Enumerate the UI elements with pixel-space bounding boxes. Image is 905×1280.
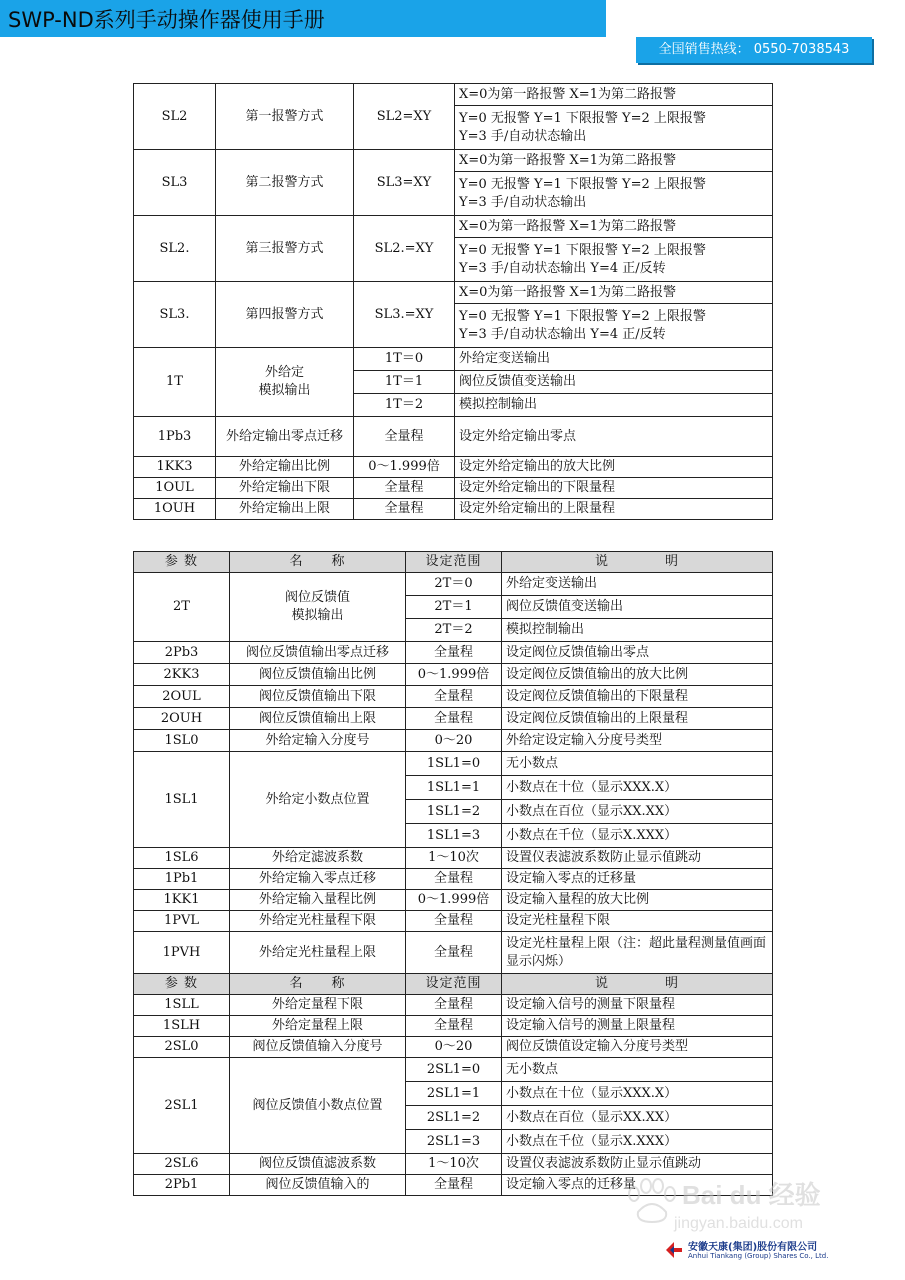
table-row: [134, 499, 773, 520]
param-desc-line: Y=3 手/自动状态输出 Y=4 正/反转: [459, 260, 666, 276]
param-range: 全量程: [406, 911, 502, 932]
table-row: [134, 552, 773, 573]
table-row: [134, 84, 773, 106]
column-header-range: 设定范围: [406, 974, 502, 995]
param-desc: [455, 106, 773, 150]
param-range: 全量程: [354, 417, 455, 457]
param-range: SL2.=XY: [354, 216, 455, 282]
column-header-code: 参 数: [134, 974, 230, 995]
param-code: SL3.: [134, 282, 216, 348]
param-desc: 外给定设定输入分度号类型: [502, 730, 773, 752]
param-name: 阀位反馈值输入分度号: [230, 1037, 406, 1058]
param-range: 2SL1=3: [406, 1130, 502, 1154]
param-code: 2Pb3: [134, 642, 230, 664]
column-header-name: 名 称: [230, 552, 406, 573]
param-desc: 阀位反馈值变送输出: [502, 596, 773, 619]
param-desc: 设定输入信号的测量下限量程: [502, 995, 773, 1016]
param-name: 阀位反馈值小数点位置: [230, 1058, 406, 1154]
baidu-watermark: [612, 1172, 852, 1232]
param-range: 2SL1=1: [406, 1082, 502, 1106]
column-header-range: 设定范围: [406, 552, 502, 573]
param-desc: [455, 238, 773, 282]
param-range: 2SL1=0: [406, 1058, 502, 1082]
param-desc: 设定外给定输出的下限量程: [455, 478, 773, 499]
param-range: 全量程: [406, 708, 502, 730]
param-range: 0～20: [406, 730, 502, 752]
param-code: 2OUH: [134, 708, 230, 730]
param-desc: 无小数点: [502, 752, 773, 776]
param-name: 外给定输入量程比例: [230, 890, 406, 911]
param-desc: 小数点在百位（显示XX.XX）: [502, 1106, 773, 1130]
table-row: [134, 1037, 773, 1058]
table-row: [134, 1058, 773, 1082]
param-range: 2T＝1: [406, 596, 502, 619]
param-code: 2KK3: [134, 664, 230, 686]
param-code: 2SL0: [134, 1037, 230, 1058]
param-desc: 小数点在十位（显示XXX.X）: [502, 776, 773, 800]
param-range: SL2=XY: [354, 84, 455, 150]
param-range: SL3.=XY: [354, 282, 455, 348]
param-desc-line: Y=3 手/自动状态输出: [459, 128, 587, 144]
param-desc: [455, 172, 773, 216]
table-row: [134, 752, 773, 776]
company-logo-icon: [664, 1240, 684, 1260]
param-name: 阀位反馈值输出下限: [230, 686, 406, 708]
company-name-en: Anhui Tiankang (Group) Shares Co., Ltd.: [688, 1252, 829, 1260]
param-code: 2SL1: [134, 1058, 230, 1154]
parameter-table-2: [133, 551, 773, 1196]
param-name: 外给定光柱量程下限: [230, 911, 406, 932]
param-code: 1PVL: [134, 911, 230, 932]
param-name: 外给定量程下限: [230, 995, 406, 1016]
param-code: 2Pb1: [134, 1175, 230, 1196]
param-desc: 外给定变送输出: [502, 573, 773, 596]
param-name: 外给定小数点位置: [230, 752, 406, 848]
param-range: 2SL1=2: [406, 1106, 502, 1130]
param-code: 1T: [134, 348, 216, 417]
table-row: [134, 478, 773, 499]
param-range: 1SL1=3: [406, 824, 502, 848]
param-name: 第二报警方式: [216, 150, 354, 216]
param-desc: 外给定变送输出: [455, 348, 773, 371]
param-range: 1～10次: [406, 1154, 502, 1175]
table-row: [134, 664, 773, 686]
param-range: 全量程: [406, 932, 502, 974]
param-desc: 设定外给定输出零点: [455, 417, 773, 457]
table-row: [134, 848, 773, 869]
param-range: 1SL1=0: [406, 752, 502, 776]
param-code: 1SL0: [134, 730, 230, 752]
param-name: 第一报警方式: [216, 84, 354, 150]
param-code: 1SL6: [134, 848, 230, 869]
param-desc: 小数点在千位（显示X.XXX）: [502, 1130, 773, 1154]
sales-hotline: 全国销售热线： 0550-7038543: [636, 37, 872, 63]
table-row: [134, 642, 773, 664]
param-code: 1OUH: [134, 499, 216, 520]
param-name: 外给定光柱量程上限: [230, 932, 406, 974]
column-header-desc: 说 明: [502, 552, 773, 573]
param-range: 全量程: [406, 1175, 502, 1196]
param-desc: X=0为第一路报警 X=1为第二路报警: [455, 216, 773, 238]
param-range: 全量程: [406, 1016, 502, 1037]
param-desc-line: Y=3 手/自动状态输出 Y=4 正/反转: [459, 326, 666, 342]
param-code: 1KK3: [134, 457, 216, 478]
param-desc: 小数点在百位（显示XX.XX）: [502, 800, 773, 824]
param-desc: 设定阀位反馈值输出的放大比例: [502, 664, 773, 686]
param-range: 全量程: [354, 478, 455, 499]
param-desc: 设置仪表滤波系数防止显示值跳动: [502, 848, 773, 869]
param-name: 外给定输出下限: [216, 478, 354, 499]
param-range: 2T＝2: [406, 619, 502, 642]
param-desc: X=0为第一路报警 X=1为第二路报警: [455, 282, 773, 304]
param-code: 1Pb3: [134, 417, 216, 457]
table-row: [134, 708, 773, 730]
param-name: 外给定滤波系数: [230, 848, 406, 869]
param-name: 外给定输出比例: [216, 457, 354, 478]
table-row: [134, 417, 773, 457]
param-range: 全量程: [354, 499, 455, 520]
param-desc-line: Y=3 手/自动状态输出: [459, 194, 587, 210]
param-desc: 设定输入量程的放大比例: [502, 890, 773, 911]
param-name: 外给定输出上限: [216, 499, 354, 520]
table-row: [134, 216, 773, 238]
table-row: [134, 890, 773, 911]
watermark-brand: Bai du 经验: [682, 1180, 821, 1210]
param-code: 1PVH: [134, 932, 230, 974]
param-name: 第三报警方式: [216, 216, 354, 282]
table-row: [134, 686, 773, 708]
table-row: [134, 573, 773, 596]
header-bar: [0, 0, 606, 37]
param-range: 全量程: [406, 869, 502, 890]
param-desc: 设定光柱量程上限（注：超此量程测量值画面显示闪烁）: [502, 932, 773, 974]
param-range: 1SL1=2: [406, 800, 502, 824]
param-name: 阀位反馈值输出比例: [230, 664, 406, 686]
param-name: 阀位反馈值 模拟输出: [230, 573, 406, 642]
document-title: SWP-ND系列手动操作器使用手册: [8, 8, 325, 32]
param-code: 1SLH: [134, 1016, 230, 1037]
table-row: [134, 974, 773, 995]
table-row: [134, 150, 773, 172]
param-desc: 设置仪表滤波系数防止显示值跳动: [502, 1154, 773, 1175]
param-range: 全量程: [406, 686, 502, 708]
param-desc-line: Y=0 无报警 Y=1 下限报警 Y=2 上限报警: [459, 308, 706, 324]
param-code: 2T: [134, 573, 230, 642]
param-range: 1T＝2: [354, 394, 455, 417]
param-name: 外给定输出零点迁移: [216, 417, 354, 457]
param-range: 1SL1=1: [406, 776, 502, 800]
param-name: 外给定量程上限: [230, 1016, 406, 1037]
param-desc: 阀位反馈值设定输入分度号类型: [502, 1037, 773, 1058]
param-code: 1OUL: [134, 478, 216, 499]
param-range: 0～1.999倍: [354, 457, 455, 478]
column-header-code: 参 数: [134, 552, 230, 573]
param-range: 0～20: [406, 1037, 502, 1058]
param-code: 1Pb1: [134, 869, 230, 890]
column-header-name: 名 称: [230, 974, 406, 995]
param-name: 外给定输入分度号: [230, 730, 406, 752]
table-row: [134, 869, 773, 890]
param-name: 阀位反馈值输出上限: [230, 708, 406, 730]
company-name-cn: 安徽天康(集团)股份有限公司: [688, 1242, 818, 1253]
param-desc: 无小数点: [502, 1058, 773, 1082]
param-desc: 设定阀位反馈值输出的上限量程: [502, 708, 773, 730]
table-row: [134, 348, 773, 371]
param-desc: 设定外给定输出的上限量程: [455, 499, 773, 520]
param-range: SL3=XY: [354, 150, 455, 216]
param-desc: 阀位反馈值变送输出: [455, 371, 773, 394]
param-desc: 小数点在十位（显示XXX.X）: [502, 1082, 773, 1106]
parameter-table-1: [133, 83, 773, 520]
param-desc: 模拟控制输出: [502, 619, 773, 642]
param-desc: X=0为第一路报警 X=1为第二路报警: [455, 84, 773, 106]
param-desc: 设定输入零点的迁移量: [502, 1175, 773, 1196]
param-range: 2T＝0: [406, 573, 502, 596]
table-row: [134, 1016, 773, 1037]
param-desc-line: Y=0 无报警 Y=1 下限报警 Y=2 上限报警: [459, 176, 706, 192]
param-name: 外给定 模拟输出: [216, 348, 354, 417]
table-row: [134, 730, 773, 752]
param-code: 1SLL: [134, 995, 230, 1016]
param-name: 阀位反馈值滤波系数: [230, 1154, 406, 1175]
column-header-desc: 说 明: [502, 974, 773, 995]
param-range: 0～1.999倍: [406, 890, 502, 911]
table-row: [134, 932, 773, 974]
table-row: [134, 995, 773, 1016]
param-code: 2OUL: [134, 686, 230, 708]
param-range: 0～1.999倍: [406, 664, 502, 686]
param-desc: [455, 304, 773, 348]
param-desc: 小数点在千位（显示X.XXX）: [502, 824, 773, 848]
param-name: 外给定输入零点迁移: [230, 869, 406, 890]
param-desc: 设定外给定输出的放大比例: [455, 457, 773, 478]
param-range: 全量程: [406, 642, 502, 664]
company-logo: [664, 1238, 844, 1268]
param-desc-line: Y=0 无报警 Y=1 下限报警 Y=2 上限报警: [459, 242, 706, 258]
param-code: SL2.: [134, 216, 216, 282]
param-range: 1～10次: [406, 848, 502, 869]
param-code: 1KK1: [134, 890, 230, 911]
param-desc-line: Y=0 无报警 Y=1 下限报警 Y=2 上限报警: [459, 110, 706, 126]
param-code: 1SL1: [134, 752, 230, 848]
param-range: 1T＝1: [354, 371, 455, 394]
param-desc: 设定光柱量程下限: [502, 911, 773, 932]
table-row: [134, 282, 773, 304]
param-desc: X=0为第一路报警 X=1为第二路报警: [455, 150, 773, 172]
param-name: 阀位反馈值输入的: [230, 1175, 406, 1196]
param-desc: 设定输入零点的迁移量: [502, 869, 773, 890]
param-name: 阀位反馈值输出零点迁移: [230, 642, 406, 664]
param-desc: 设定阀位反馈值输出零点: [502, 642, 773, 664]
param-desc: 设定阀位反馈值输出的下限量程: [502, 686, 773, 708]
param-range: 1T＝0: [354, 348, 455, 371]
param-range: 全量程: [406, 995, 502, 1016]
table-row: [134, 457, 773, 478]
watermark-url: jingyan.baidu.com: [674, 1215, 803, 1232]
param-code: SL2: [134, 84, 216, 150]
table-row: [134, 911, 773, 932]
param-desc: 模拟控制输出: [455, 394, 773, 417]
param-name: 第四报警方式: [216, 282, 354, 348]
param-code: 2SL6: [134, 1154, 230, 1175]
param-code: SL3: [134, 150, 216, 216]
param-desc: 设定输入信号的测量上限量程: [502, 1016, 773, 1037]
